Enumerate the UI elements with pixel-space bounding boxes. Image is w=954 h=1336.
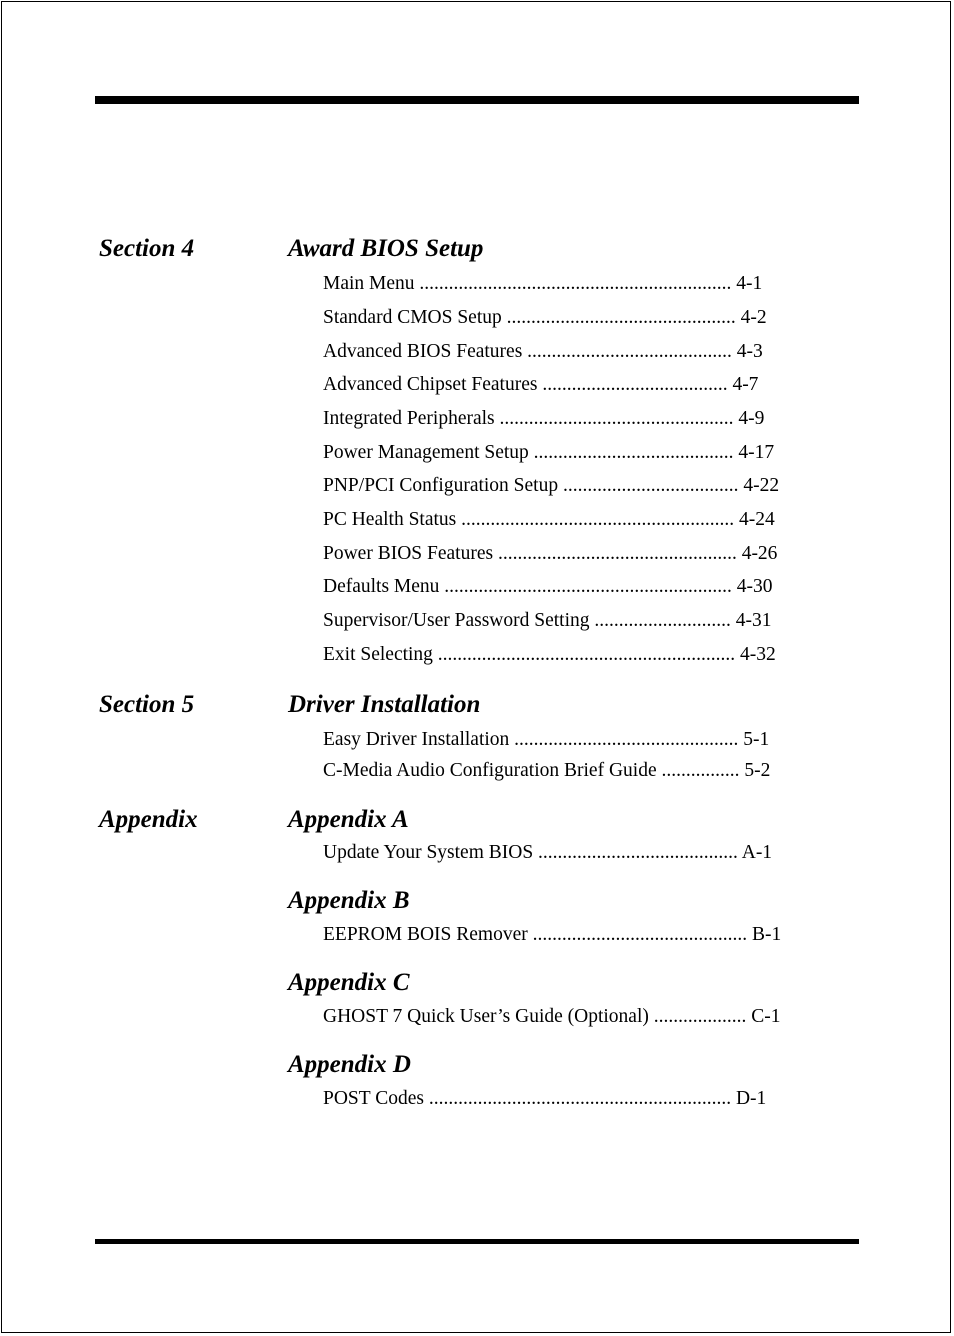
- section-title: Award BIOS Setup: [288, 235, 484, 262]
- section-label: Section 5: [99, 691, 195, 718]
- toc-entry[interactable]: Main Menu ................................................................ 4-1: [323, 273, 763, 294]
- top-rule: [95, 96, 859, 104]
- toc-entry[interactable]: PC Health Status ........................................................ 4-24: [323, 509, 775, 530]
- toc-entry[interactable]: Power BIOS Features ................................................. 4-26: [323, 543, 778, 564]
- toc-entry[interactable]: EEPROM BOIS Remover ............................................ B-1: [323, 924, 782, 945]
- toc-entry[interactable]: C-Media Audio Configuration Brief Guide ................ 5-2: [323, 760, 771, 781]
- toc-entry[interactable]: Standard CMOS Setup ............................................... 4-2: [323, 307, 767, 328]
- section-title: Appendix C: [288, 969, 410, 996]
- toc-entry[interactable]: POST Codes .............................................................. D-1: [323, 1088, 767, 1109]
- section-title: Appendix D: [288, 1051, 411, 1078]
- section-title: Driver Installation: [288, 691, 481, 718]
- toc-entry[interactable]: Advanced Chipset Features ...................................... 4-7: [323, 374, 759, 395]
- toc-entry[interactable]: GHOST 7 Quick User’s Guide (Optional) ................... C-1: [323, 1006, 781, 1027]
- page-frame: [1, 1, 951, 1333]
- toc-entry[interactable]: Supervisor/User Password Setting ............................ 4-31: [323, 610, 772, 631]
- toc-entry[interactable]: Advanced BIOS Features .......................................... 4-3: [323, 341, 763, 362]
- bottom-rule: [95, 1239, 859, 1244]
- toc-entry[interactable]: Integrated Peripherals ................................................ 4-9: [323, 408, 765, 429]
- section-title: Appendix B: [288, 887, 410, 914]
- toc-entry[interactable]: Power Management Setup ......................................... 4-17: [323, 442, 775, 463]
- section-label: Section 4: [99, 235, 195, 262]
- toc-entry[interactable]: Defaults Menu ........................................................... 4-30: [323, 576, 773, 597]
- section-label: Appendix: [99, 806, 198, 833]
- toc-entry[interactable]: Exit Selecting ............................................................. 4-32: [323, 644, 776, 665]
- toc-entry[interactable]: PNP/PCI Configuration Setup .................................... 4-22: [323, 475, 780, 496]
- section-title: Appendix A: [288, 806, 409, 833]
- toc-entry[interactable]: Update Your System BIOS ......................................... A-1: [323, 842, 773, 863]
- toc-entry[interactable]: Easy Driver Installation .............................................. 5-1: [323, 729, 770, 750]
